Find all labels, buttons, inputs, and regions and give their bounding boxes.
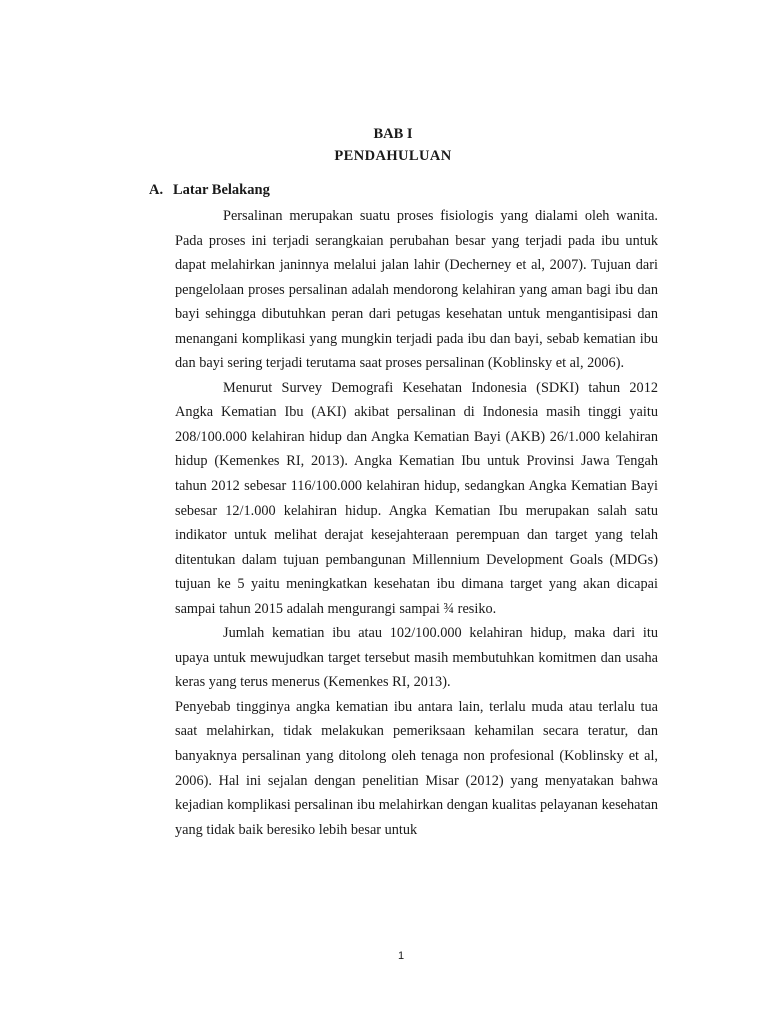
section-letter: A. xyxy=(149,182,164,198)
paragraph: Menurut Survey Demografi Kesehatan Indonesia (SDKI) tahun 2012 Angka Kematian Ibu (AKI) akibat persalinan di Indonesia masih tinggi yaitu 208/100.000 kelahiran hidup dan Angka Kematian Bayi (AKB) 26/1.000 kelahiran hidup (Kemenkes RI, 2013). Angka Kematian Ibu untuk Provinsi Jawa Tengah tahun 2012 sebesar 116/100.000 kelahiran hidup, sedangkan Angka Kematian Bayi sebesar 12/1.000 kelahiran hidup. Angka Kematian Ibu merupakan salah satu indikator untuk melihat derajat kesejahteraan perempuan dan target yang telah ditentukan dalam tujuan pembangunan Millennium Development Goals (MDGs) tujuan ke 5 yaitu meningkatkan kesehatan ibu dimana target yang akan dicapai sampai tahun 2015 adalah mengurangi sampai ¾ resiko. xyxy=(175,379,658,617)
page-number: 1 xyxy=(397,950,405,962)
chapter-title: PENDAHULUAN xyxy=(334,148,452,164)
chapter-number: BAB I xyxy=(373,126,413,142)
paragraph: Jumlah kematian ibu atau 102/100.000 kelahiran hidup, maka dari itu upaya untuk mewujudkan target tersebut masih membutuhkan komitmen dan usaha keras yang terus menerus (Kemenkes RI, 2013). xyxy=(175,625,658,691)
paragraph: Penyebab tingginya angka kematian ibu antara lain, terlalu muda atau terlalu tua saat melahirkan, tidak melakukan pemeriksaan kehamilan secara teratur, dan banyaknya persalinan yang ditolong oleh tenaga non profesional (Koblinsky et al, 2006). Hal ini sejalan dengan penelitian Misar (2012) yang menyatakan bahwa kejadian komplikasi persalinan ibu melahirkan dengan kualitas pelayanan kesehatan yang tidak baik beresiko lebih besar untuk xyxy=(175,698,658,838)
body-text xyxy=(175,204,658,842)
section-title: Latar Belakang xyxy=(173,182,270,198)
paragraph: Persalinan merupakan suatu proses fisiologis yang dialami oleh wanita. Pada proses ini terjadi serangkaian perubahan besar yang terjadi pada ibu untuk dapat melahirkan janinnya melalui jalan lahir (Decherney et al, 2007). Tujuan dari pengelolaan proses persalinan adalah mendorong kelahiran yang aman bagi ibu dan bayi sehingga dibutuhkan peran dari petugas kesehatan untuk mengantisipasi dan menangani komplikasi yang mungkin terjadi pada ibu dan bayi, sebab kematian ibu dan bayi sering terjadi terutama saat proses persalinan (Koblinsky et al, 2006). xyxy=(175,208,658,372)
section-heading xyxy=(149,179,270,201)
